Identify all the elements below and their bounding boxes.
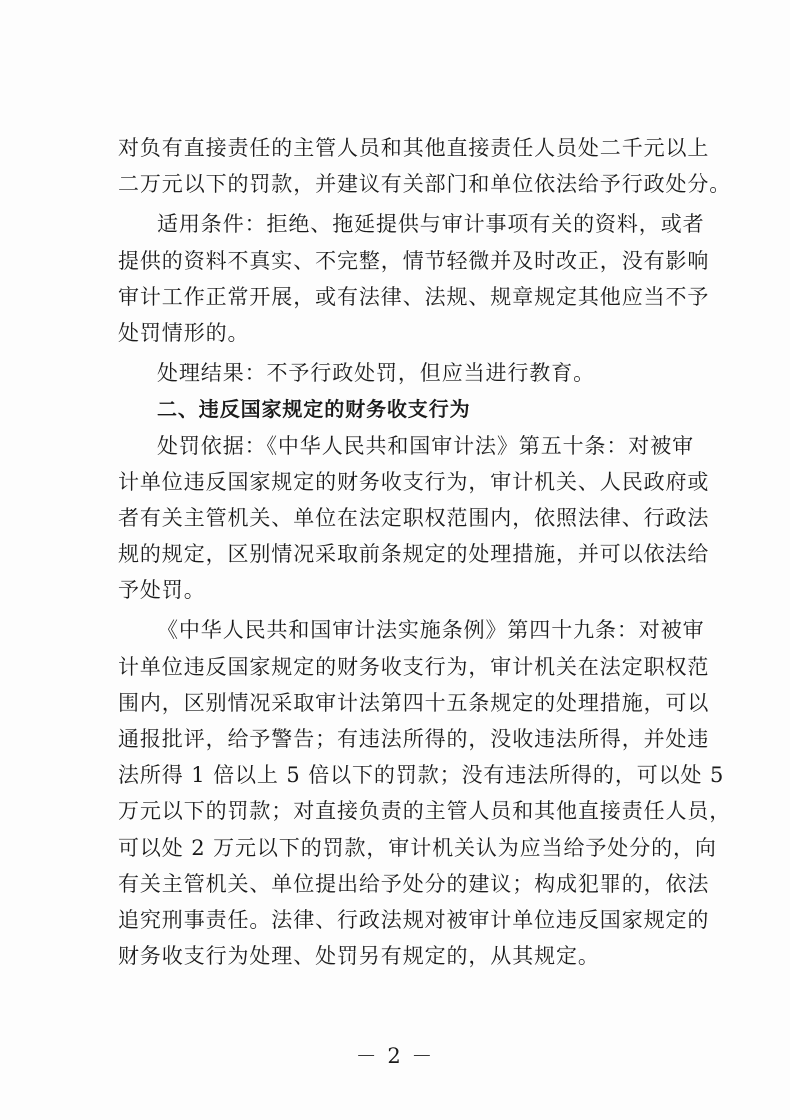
text-line: 追究刑事责任。法律、行政法规对被审计单位违反国家规定的 <box>118 907 710 932</box>
text-line: 对负有直接责任的主管人员和其他直接责任人员处二千元以上 <box>118 136 710 160</box>
text-line: 万元以下的罚款；对直接负责的主管人员和其他直接责任人员， <box>118 799 732 824</box>
document-body <box>118 130 732 974</box>
text-line: 处理结果：不予行政处罚，但应当进行教育。 <box>157 361 595 386</box>
text-line: 规的规定，区别情况采取前条规定的处理措施，并可以依法给 <box>118 542 710 567</box>
text-line: 通报批评，给予警告；有违法所得的，没收违法所得，并处违 <box>118 727 710 751</box>
text-line: 围内，区别情况采取审计法第四十五条规定的处理措施，可以 <box>118 690 710 715</box>
text-line: 计单位违反国家规定的财务收支行为，审计机关、人民政府或 <box>118 469 710 494</box>
text-line: 财务收支行为处理、处罚另有规定的，从其规定。 <box>118 944 600 969</box>
text-line: 法所得 1 倍以上 5 倍以下的罚款；没有违法所得的，可以处 5 <box>118 763 725 788</box>
text-line: 审计工作正常开展，或有法律、法规、规章规定其他应当不予 <box>118 284 710 309</box>
text-line: 者有关主管机关、单位在法定职权范围内，依照法律、行政法 <box>118 505 710 530</box>
page-number: － 2 － <box>355 1044 435 1068</box>
text-line: 《中华人民共和国审计法实施条例》第四十九条：对被审 <box>157 618 705 643</box>
text-line: 计单位违反国家规定的财务收支行为，审计机关在法定职权范 <box>118 654 710 679</box>
text-line: 处罚情形的。 <box>118 320 250 345</box>
text-line: 适用条件：拒绝、拖延提供与审计事项有关的资料，或者 <box>157 212 705 237</box>
text-line: 二万元以下的罚款，并建议有关部门和单位依法给予行政处分。 <box>118 172 732 197</box>
text-line: 予处罚。 <box>118 578 206 603</box>
text-line: 处罚依据：《中华人民共和国审计法》第五十条：对被审 <box>157 433 694 458</box>
section-heading: 二、违反国家规定的财务收支行为 <box>157 397 471 422</box>
text-line: 有关主管机关、单位提出给予处分的建议；构成犯罪的，依法 <box>118 871 710 896</box>
text-line: 提供的资料不真实、不完整，情节轻微并及时改正，没有影响 <box>118 248 710 273</box>
text-line: 可以处 2 万元以下的罚款，审计机关认为应当给予处分的，向 <box>118 835 717 860</box>
